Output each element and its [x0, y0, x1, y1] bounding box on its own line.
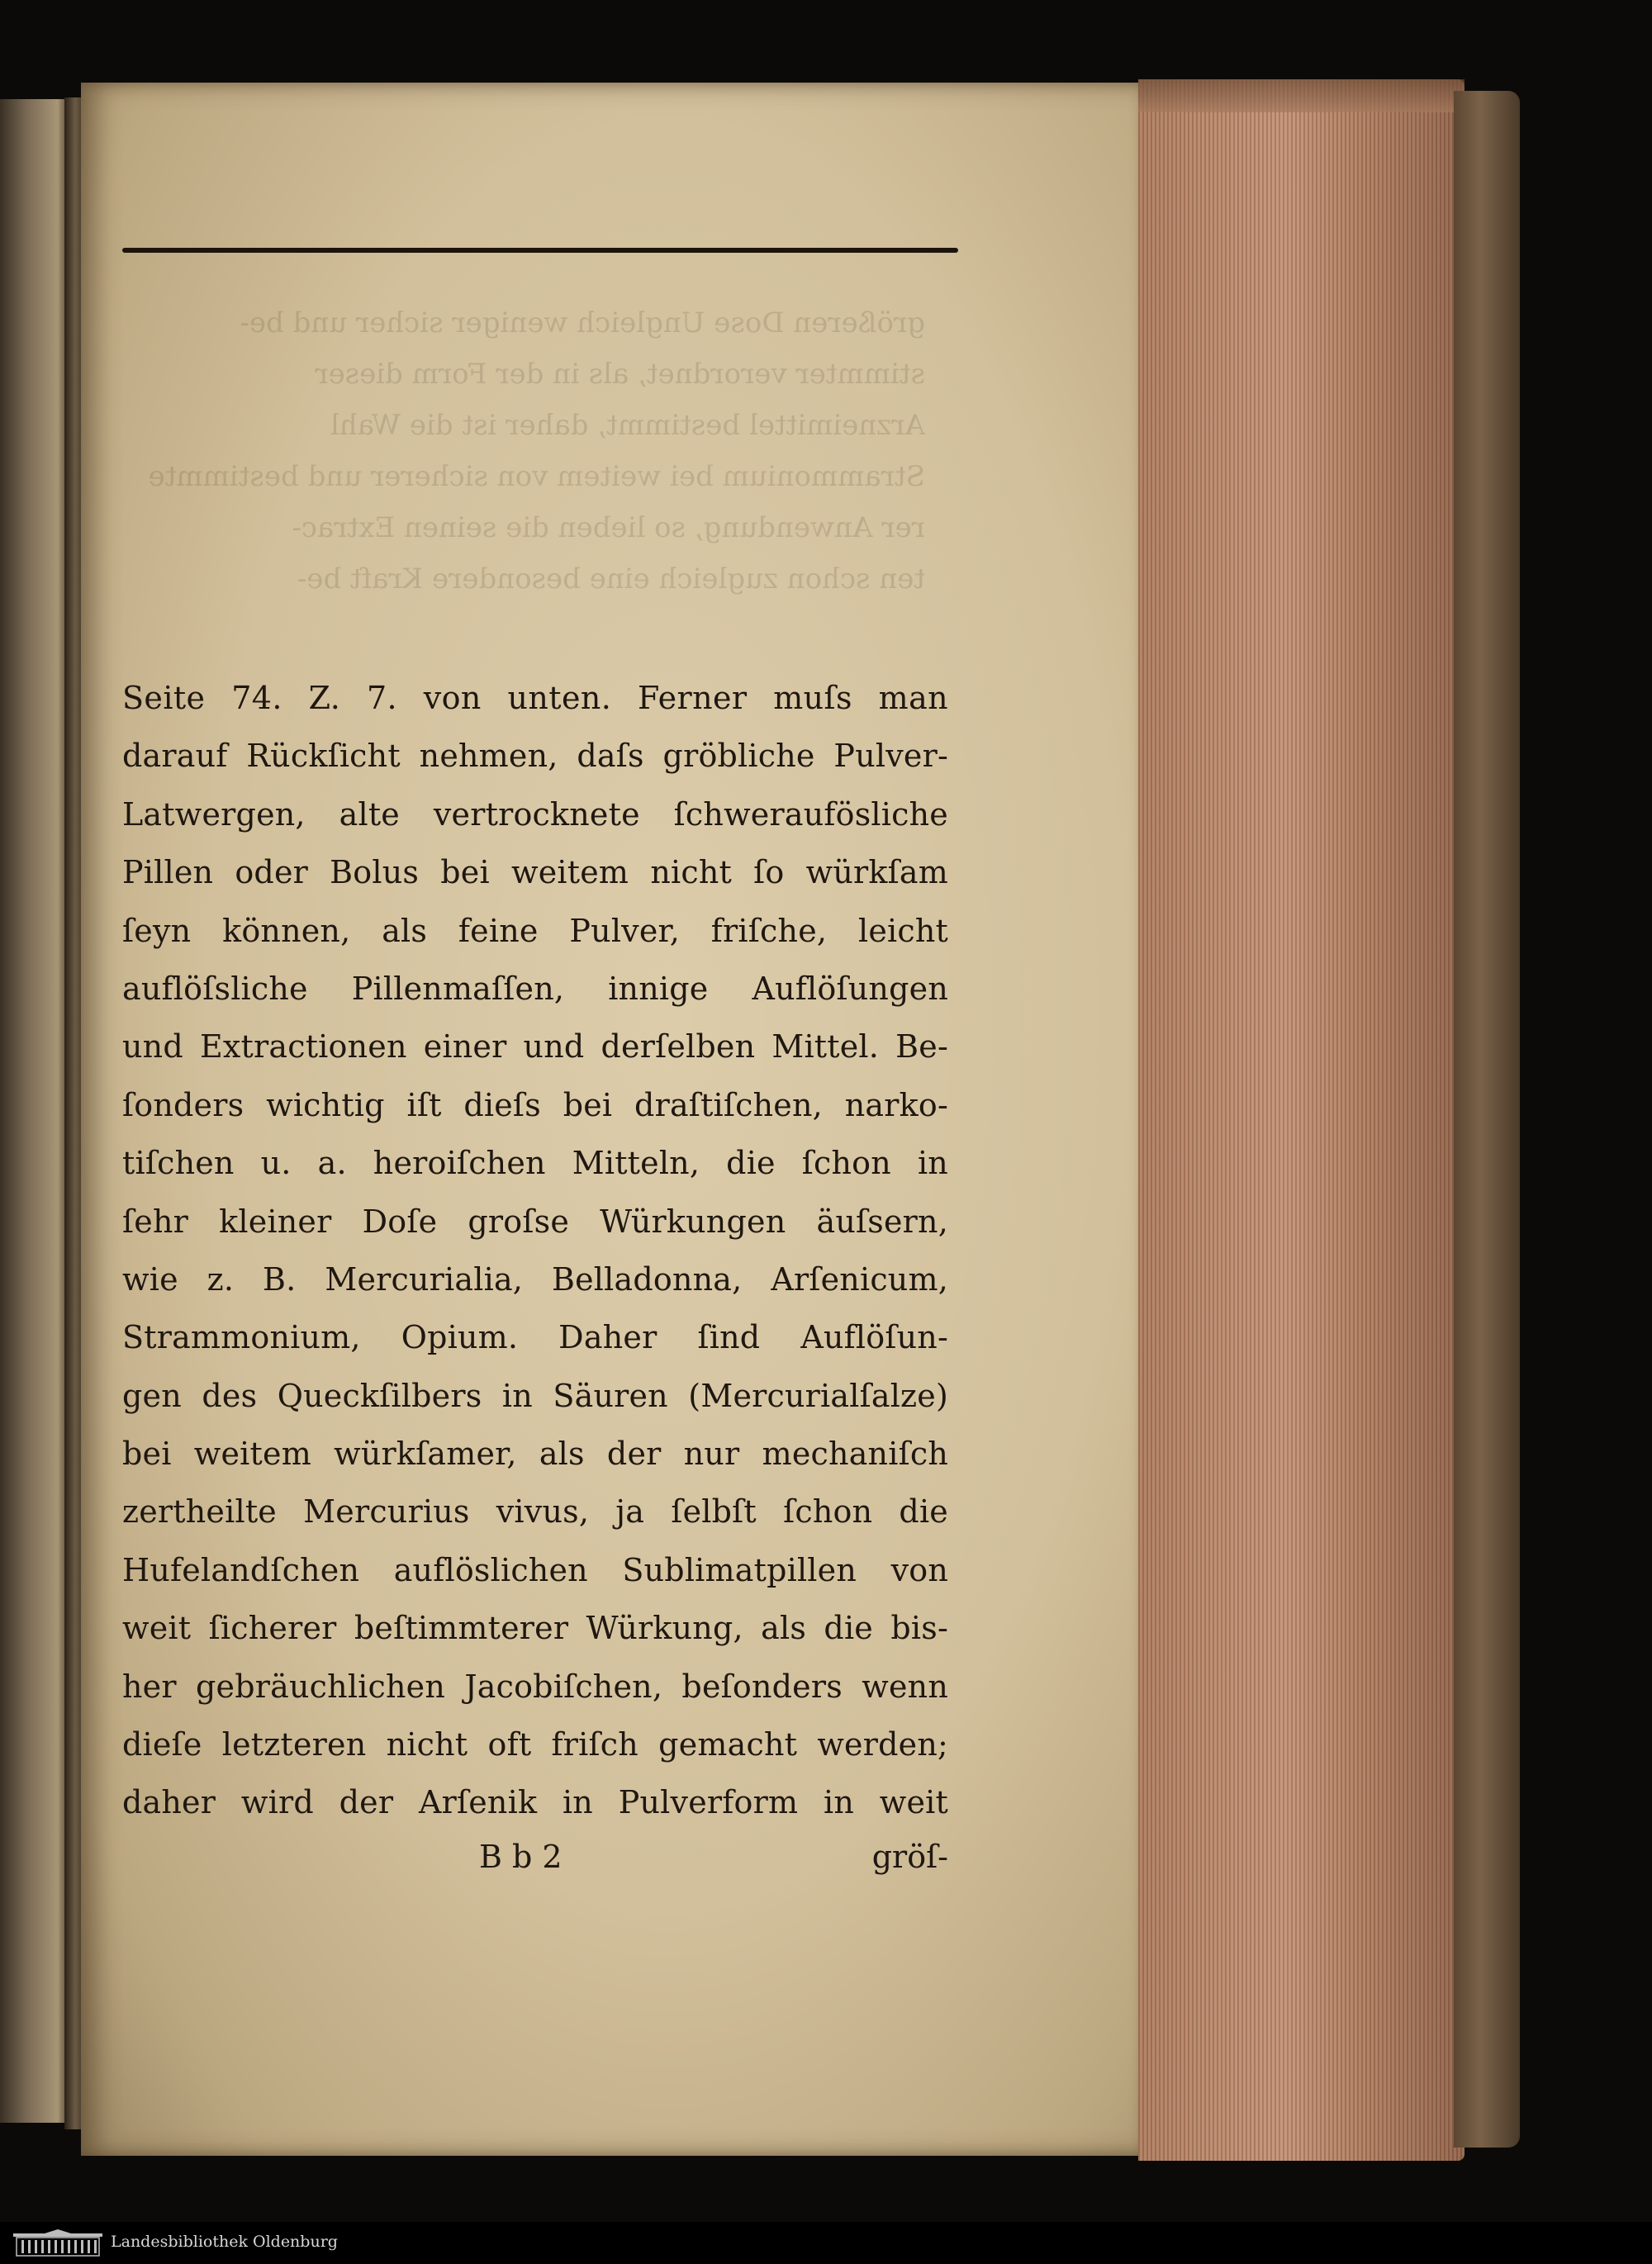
text-line: gen des Queckſilbers in Säuren (Mercurialſalze) — [122, 1377, 948, 1414]
header-rule — [122, 248, 958, 253]
text-line: ſehr kleiner Doſe groſse Würkungen äuſsern, — [122, 1203, 948, 1240]
library-footer-bar — [0, 2222, 1652, 2264]
text-line: bei weitem würkſamer, als der nur mechaniſch — [122, 1436, 948, 1473]
signature-mark: B b 2 — [479, 1839, 563, 1875]
text-line: weit ſicherer beſtimmterer Würkung, als die bis- — [122, 1610, 948, 1647]
text-line: ſonders wichtig iſt dieſs bei draſtiſchen, narko- — [122, 1086, 948, 1123]
text-line: darauf Rückſicht nehmen, daſs gröbliche Pulver- — [122, 738, 948, 775]
facing-page-edge — [0, 99, 68, 2123]
text-line: daher wird der Arſenik in Pulverform in weit — [122, 1784, 948, 1821]
text-line: Pillen oder Bolus bei weitem nicht ſo würkſam — [122, 854, 948, 891]
text-line: Latwergen, alte vertrocknete ſchweraufösliche — [122, 795, 948, 833]
text-line: zertheilte Mercurius vivus, ja ſelbſt ſchon die — [122, 1493, 948, 1531]
text-line: und Extractionen einer und derſelben Mittel. Be- — [122, 1028, 948, 1066]
text-line: dieſe letzteren nicht oft friſch gemacht werden; — [122, 1726, 948, 1763]
book-cover-edge — [1454, 91, 1520, 2148]
text-line: Seite 74. Z. 7. von unten. Ferner muſs man — [122, 680, 948, 716]
text-line: auflöſsliche Pillenmaſſen, innige Auflöſungen — [122, 970, 948, 1007]
text-line: ſeyn können, als feine Pulver, friſche, leicht — [122, 912, 948, 949]
text-line: wie z. B. Mercurialia, Belladonna, Arſenicum, — [122, 1260, 948, 1298]
bleed-through-text: größeren Dose Ungleich weniger sicher und be- stimmter verordnet, als in der Form dieser Arzneimittel bestimmt, daher ist die Wahl Strammonium bei weitem von sicherer und bestimmte rer Anwendung, so lieben die seinen Extrac- ten schon zugleich eine besondere Kraft be- — [148, 306, 925, 596]
text-line: Strammonium, Opium. Daher ſind Auflöſun- — [122, 1319, 948, 1356]
text-line: tiſchen u. a. heroiſchen Mitteln, die ſchon in — [122, 1145, 948, 1182]
text-line: Hufelandſchen auflöslichen Sublimatpillen von — [122, 1551, 948, 1588]
text-line: her gebräuchlichen Jacobiſchen, beſonders wenn — [122, 1668, 948, 1705]
library-building-icon — [12, 2228, 104, 2258]
body-text — [122, 669, 948, 1832]
catchword: gröſ- — [871, 1839, 948, 1875]
page-edges-shadow — [1138, 79, 1464, 112]
page-edges-block — [1138, 79, 1464, 2161]
library-name: Landesbibliothek Oldenburg — [111, 2233, 338, 2251]
